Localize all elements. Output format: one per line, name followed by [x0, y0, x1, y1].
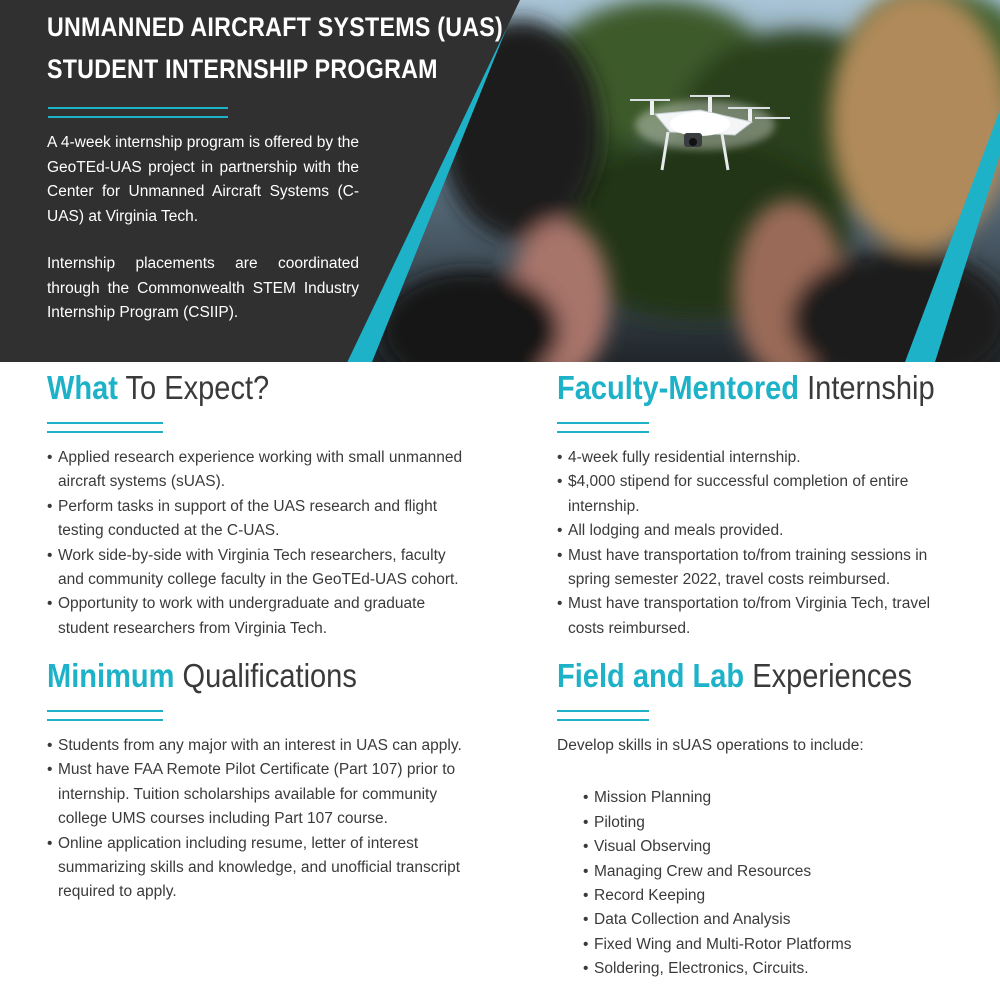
placement-paragraph: Internship placements are coordinated through the Commonwealth STEM Industry Internship Program (CSIIP). — [47, 255, 359, 321]
page-title: UNMANNED AIRCRAFT SYSTEMS (UAS) STUDENT INTERNSHIP PROGRAM — [47, 12, 504, 84]
faculty-mentored-section — [557, 368, 937, 641]
section-divider — [557, 422, 649, 433]
what-to-expect-section — [47, 368, 467, 641]
field-lab-intro: Develop skills in sUAS operations to include: — [557, 737, 864, 754]
what-to-expect-list — [47, 446, 467, 641]
list-item: • Fixed Wing and Multi-Rotor Platforms — [583, 933, 957, 957]
field-lab-list — [583, 786, 957, 981]
minimum-qualifications-heading: Minimum Qualifications — [47, 657, 357, 694]
list-item: • Work side-by-side with Virginia Tech researchers, faculty and community college faculty in the GeoTEd-UAS cohort. — [47, 544, 467, 593]
list-item: • Managing Crew and Resources — [583, 860, 957, 884]
section-divider — [557, 710, 649, 721]
list-item: • Must have transportation to/from training sessions in spring semester 2022, travel costs reimbursed. — [557, 544, 937, 593]
title-divider — [48, 107, 228, 118]
hero-banner — [0, 0, 1000, 362]
list-item: • Must have FAA Remote Pilot Certificate (Part 107) prior to internship. Tuition scholarships available for community college UMS courses including Part 107 course. — [47, 758, 467, 831]
list-item: • $4,000 stipend for successful completion of entire internship. — [557, 470, 937, 519]
list-item: • Must have transportation to/from Virginia Tech, travel costs reimbursed. — [557, 592, 937, 641]
list-item: • Piloting — [583, 811, 957, 835]
field-lab-section — [557, 656, 957, 982]
minimum-qualifications-section — [47, 656, 467, 905]
list-item: • Soldering, Electronics, Circuits. — [583, 957, 957, 981]
minimum-qualifications-list — [47, 734, 467, 905]
list-item: • Opportunity to work with undergraduate and graduate student researchers from Virginia Tech. — [47, 592, 467, 641]
what-to-expect-heading: What To Expect? — [47, 369, 270, 406]
faculty-mentored-heading: Faculty-Mentored Internship — [557, 369, 935, 406]
list-item: • Visual Observing — [583, 835, 957, 859]
list-item: • Applied research experience working with small unmanned aircraft systems (sUAS). — [47, 446, 467, 495]
list-item: • 4-week fully residential internship. — [557, 446, 937, 470]
intro-paragraph: A 4-week internship program is offered by the GeoTEd-UAS project in partnership with the Center for Unmanned Aircraft Systems (C-UAS) at Virginia Tech. — [47, 134, 359, 225]
field-lab-heading: Field and Lab Experiences — [557, 657, 913, 694]
list-item: • Perform tasks in support of the UAS research and flight testing conducted at the C-UAS. — [47, 495, 467, 544]
faculty-mentored-list — [557, 446, 937, 641]
section-divider — [47, 422, 163, 433]
list-item: • Students from any major with an interest in UAS can apply. — [47, 734, 467, 758]
section-divider — [47, 710, 163, 721]
list-item: • Data Collection and Analysis — [583, 908, 957, 932]
list-item: • Mission Planning — [583, 786, 957, 810]
list-item: • Online application including resume, letter of interest summarizing skills and knowledge, and unofficial transcript required to apply. — [47, 832, 467, 905]
list-item: • All lodging and meals provided. — [557, 519, 937, 543]
list-item: • Record Keeping — [583, 884, 957, 908]
